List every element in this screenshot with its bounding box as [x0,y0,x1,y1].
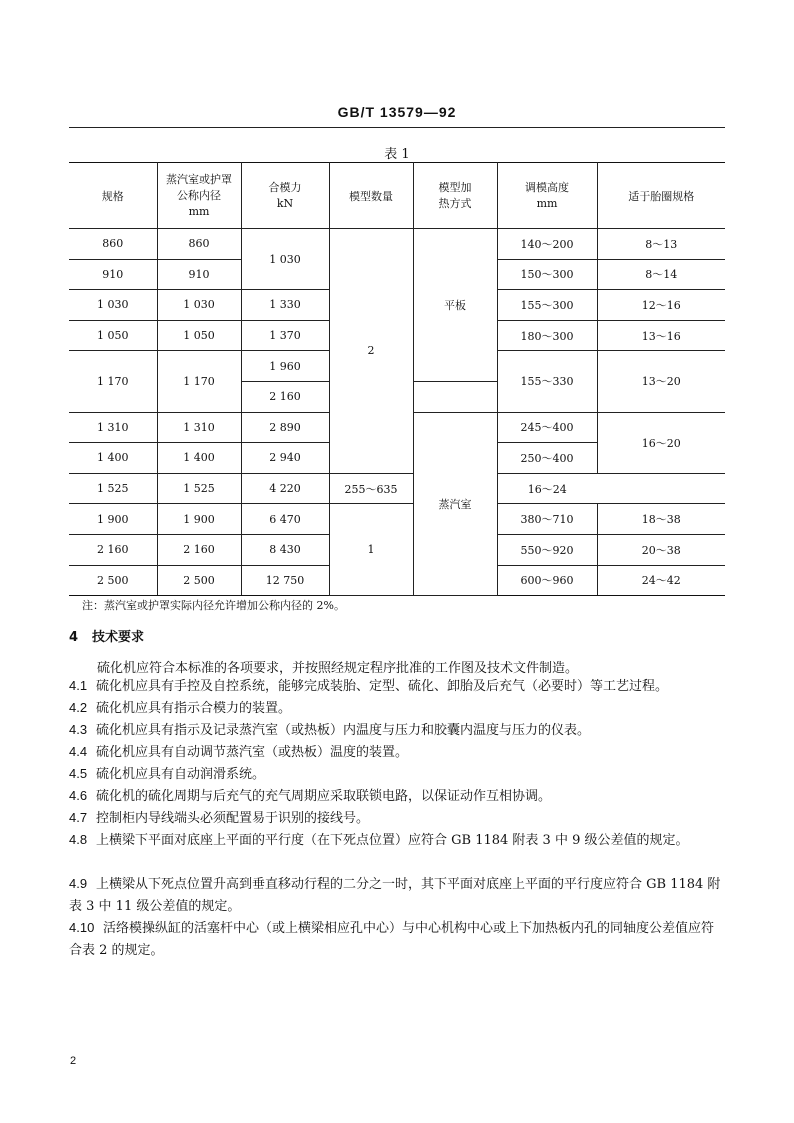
cell-height: 245～400 [497,412,597,443]
section-number: 4 [69,630,79,645]
clause [69,829,725,852]
clause [69,741,725,764]
clause-number: 4.3 [69,722,88,737]
cell-diameter: 1 170 [157,351,241,412]
header-heating-line2: 热方式 [438,196,472,210]
clause-number: 4.2 [69,700,88,715]
cell-diameter: 1 525 [157,473,241,504]
cell-force: 1 030 [241,229,329,290]
header-mold-count: 模型数量 [329,163,413,229]
cell-heating: 平板 [413,229,497,382]
clause-number: 4.1 [69,678,88,693]
cell-height: 180～300 [497,320,597,351]
table-row [69,473,725,504]
cell-tire: 12～16 [597,290,725,321]
clause-number: 4.8 [69,832,88,847]
cell-heating: 蒸汽室 [413,412,497,596]
cell-height: 140～200 [497,229,597,260]
header-force [241,163,329,229]
header-rule [69,127,725,128]
cell-diameter: 1 310 [157,412,241,443]
cell-spec: 1 310 [69,412,157,443]
header-heating [413,163,497,229]
clause-text: 控制柜内导线端头必须配置易于识别的接线号。 [96,811,370,826]
cell-tire: 8～13 [597,229,725,260]
header-spec: 规格 [69,163,157,229]
table-caption: 表 1 [384,147,410,162]
header-height-line1: 调模高度 [525,180,569,194]
clause-number: 4.5 [69,766,88,781]
cell-spec: 1 170 [69,351,157,412]
clause [69,917,725,962]
cell-mold-count: 1 [329,504,413,596]
cell-spec: 1 400 [69,443,157,474]
clause [69,873,725,918]
cell-tire: 16～24 [497,473,597,504]
clause-text: 硫化机应具有手控及自控系统，能够完成装胎、定型、硫化、卸胎及后充气（必要时）等工艺过程。 [96,679,669,694]
cell-diameter: 910 [157,259,241,290]
cell-force: 8 430 [241,534,329,565]
cell-height: 600～960 [497,565,597,596]
clause-number: 4.7 [69,810,88,825]
header-force-line1: 合模力 [268,180,302,194]
header-tire-size: 适于胎圈规格 [597,163,725,229]
clause-number: 4.9 [69,876,88,891]
cell-diameter: 1 400 [157,443,241,474]
cell-tire: 13～16 [597,320,725,351]
cell-tire: 20～38 [597,534,725,565]
cell-diameter: 1 050 [157,320,241,351]
clause-text: 上横梁下平面对底座上平面的平行度（在下死点位置）应符合 GB 1184 附表 3 中 9 级公差值的规定。 [96,833,689,848]
clause [69,785,725,808]
cell-force: 2 940 [241,443,329,474]
cell-force: 12 750 [241,565,329,596]
clause-text: 硫化机应具有自动调节蒸汽室（或热板）温度的装置。 [96,745,409,760]
cell-spec: 2 160 [69,534,157,565]
cell-height: 380～710 [497,504,597,535]
header-height-unit: mm [536,196,558,210]
clause-text: 硫化机应具有指示及记录蒸汽室（或热板）内温度与压力和胶囊内温度与压力的仪表。 [96,723,591,738]
clause [69,697,725,720]
cell-mold-count: 2 [329,229,413,474]
cell-force: 1 960 [241,351,329,382]
clause-text: 硫化机应具有自动润滑系统。 [96,767,266,782]
cell-spec: 2 500 [69,565,157,596]
cell-height: 550～920 [497,534,597,565]
cell-diameter: 2 500 [157,565,241,596]
header-heating-line1: 模型加 [438,180,472,194]
cell-diameter: 2 160 [157,534,241,565]
spec-table [69,162,725,596]
cell-spec: 1 525 [69,473,157,504]
clause-number: 4.6 [69,788,88,803]
section-title: 技术要求 [92,630,145,645]
cell-force: 6 470 [241,504,329,535]
cell-height: 150～300 [497,259,597,290]
table-row [69,504,725,535]
cell-tire: 24～42 [597,565,725,596]
clause-text: 活络模操纵缸的活塞杆中心（或上横梁相应孔中心）与中心机构中心或上下加热板内孔的同轴度公差值应符合表 2 的规定。 [69,921,715,958]
table-note: 注：蒸汽室或护罩实际内径允许增加公称内径的 2%。 [82,599,345,612]
clause [69,807,725,830]
cell-diameter: 1 900 [157,504,241,535]
clause-text: 硫化机应具有指示合模力的装置。 [96,701,292,716]
section-heading [69,626,144,645]
clause-number: 4.10 [69,920,95,935]
cell-spec: 1 900 [69,504,157,535]
cell-force: 1 330 [241,290,329,321]
cell-tire: 16～20 [597,412,725,473]
cell-diameter: 860 [157,229,241,260]
table-header-row [69,163,725,229]
header-height [497,163,597,229]
cell-spec: 910 [69,259,157,290]
clause [69,763,725,786]
header-diameter-line2: 公称内径 [177,188,221,202]
cell-height: 155～330 [497,351,597,412]
cell-spec: 1 050 [69,320,157,351]
cell-spec: 860 [69,229,157,260]
header-diameter-line1: 蒸汽室或护罩 [166,172,232,186]
clause [69,675,725,698]
table-row [69,229,725,260]
clause-text: 硫化机的硫化周期与后充气的充气周期应采取联锁电路，以保证动作互相协调。 [96,789,552,804]
cell-diameter: 1 030 [157,290,241,321]
page-number: 2 [70,1055,77,1067]
cell-tire: 18～38 [597,504,725,535]
cell-tire: 8～14 [597,259,725,290]
clause-text: 上横梁从下死点位置升高到垂直移动行程的二分之一时，其下平面对底座上平面的平行度应符合 GB 1184 附表 3 中 11 级公差值的规定。 [69,877,721,914]
cell-force: 2 160 [241,381,329,412]
cell-force: 1 370 [241,320,329,351]
cell-force: 4 220 [241,473,329,504]
header-diameter [157,163,241,229]
standard-code: GB/T 13579—92 [337,104,457,120]
lead-paragraph: 硫化机应符合本标准的各项要求，并按照经规定程序批准的工作图及技术文件制造。 [97,661,579,676]
header-diameter-unit: mm [188,204,210,218]
header-force-unit: kN [276,196,294,210]
cell-spec: 1 030 [69,290,157,321]
cell-height: 250～400 [497,443,597,474]
clause [69,719,725,742]
cell-height: 155～300 [497,290,597,321]
cell-tire: 13～20 [597,351,725,412]
cell-height: 255～635 [329,473,413,504]
clause-number: 4.4 [69,744,88,759]
cell-force: 2 890 [241,412,329,443]
